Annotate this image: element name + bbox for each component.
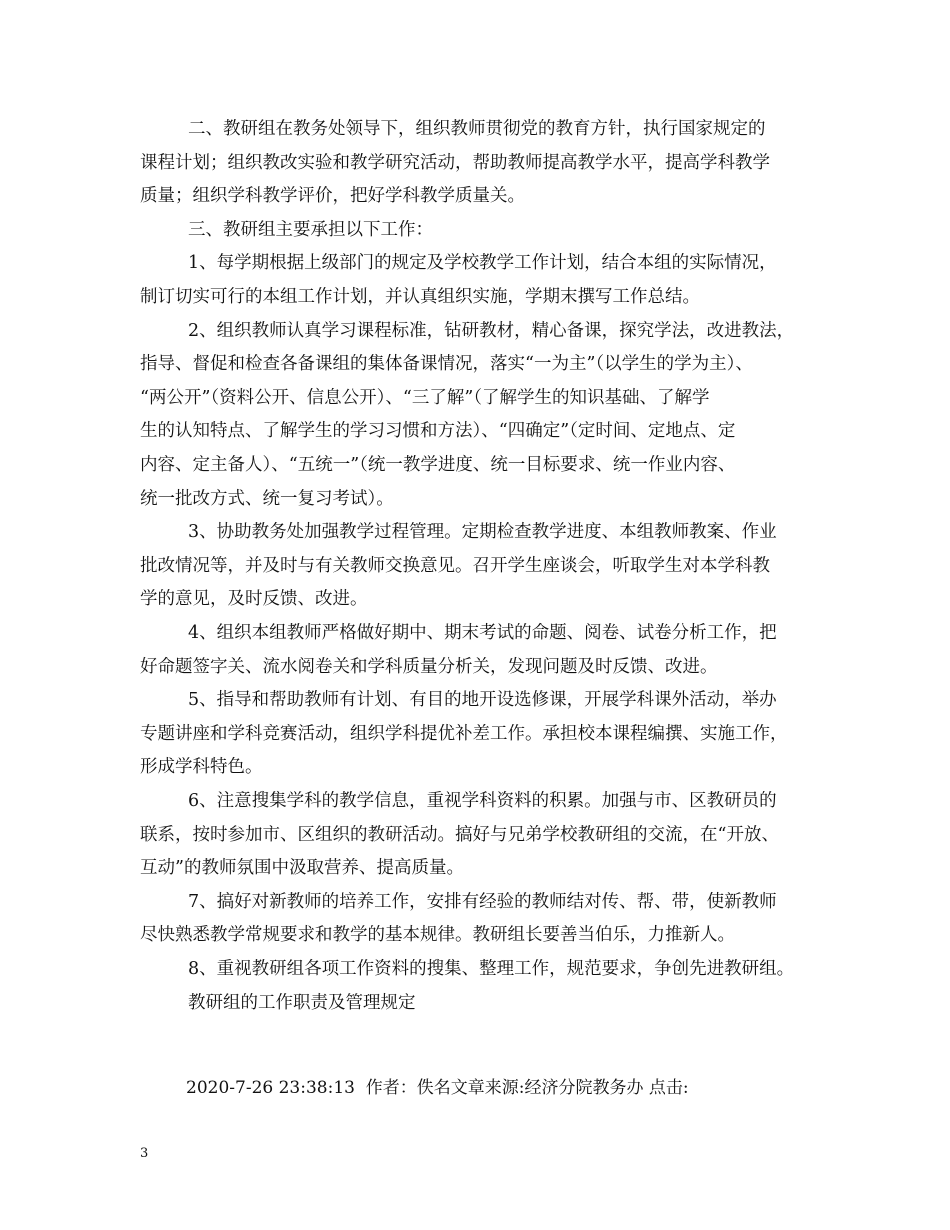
paragraph-line: 专题讲座和学科竞赛活动，组织学科提优补差工作。承担校本课程编撰、实施工作， [140,723,788,744]
paragraph [140,247,830,314]
paragraph-line: 5、指导和帮助教师有计划、有目的地开设选修课，开展学科课外活动，举办 [188,690,777,711]
paragraph [140,617,830,684]
paragraph-line: 好命题签字关、流水阅卷关和学科质量分析关，发现问题及时反馈、改进。 [140,656,718,677]
paragraph [140,886,830,953]
paragraph-line: 形成学科特色。 [140,757,263,778]
paragraph-line: 4、组织本组教师严格做好期中、期末考试的命题、阅卷、试卷分析工作，把 [188,623,777,643]
paragraph-line: 联系，按时参加市、区组织的教研活动。搞好与兄弟学校教研组的交流，在“开放、 [140,824,779,845]
page-number: 3 [140,1146,149,1161]
paragraph-line: 内容、定主备人）、“五统一”（统一教学进度、统一目标要求、统一作业内容、 [140,454,736,475]
article-meta-line: 2020-7-26 23:38:13 作者：佚名文章来源:经济分院教务办 点击: [186,1078,689,1098]
paragraph [140,113,830,214]
paragraph [140,684,830,785]
paragraph-line: 质量；组织学科教学评价，把好学科教学质量关。 [140,186,525,207]
paragraph [140,987,830,1021]
paragraph [140,953,830,987]
paragraph [140,214,830,248]
paragraph-line: 6、注意搜集学科的教学信息，重视学科资料的积累。加强与市、区教研员的 [188,791,777,811]
paragraph [140,785,830,886]
paragraph-line: 1、每学期根据上级部门的规定及学校教学工作计划，结合本组的实际情况， [188,253,777,274]
paragraph-line: 三、教研组主要承担以下工作： [188,219,433,240]
paragraph-line: 制订切实可行的本组工作计划，并认真组织实施，学期末撰写工作总结。 [140,286,700,307]
paragraph-line: 互动”的教师氛围中汲取营养、提高质量。 [140,858,464,879]
paragraph [140,516,830,617]
paragraph-line: 二、教研组在教务处领导下，组织教师贯彻党的教育方针，执行国家规定的 [188,119,766,139]
paragraph-line: 2、组织教师认真学习课程标准，钻研教材，精心备课，探究学法，改进教法， [188,320,795,341]
paragraph-line: 统一批改方式、统一复习考试）。 [140,488,394,509]
paragraph-line: 批改情况等，并及时与有关教师交换意见。召开学生座谈会，听取学生对本学科教 [140,555,770,576]
paragraph-line: 生的认知特点、了解学生的学习习惯和方法）、“四确定”（定时间、定地点、定 [140,421,736,442]
paragraph-line: 7、搞好对新教师的培养工作，安排有经验的教师结对传、帮、带，使新教师 [188,891,777,912]
paragraph-line: 教研组的工作职责及管理规定 [188,992,416,1013]
paragraph-line: 课程计划；组织教改实验和教学研究活动，帮助教师提高教学水平，提高学科教学 [140,152,770,173]
paragraph-line: 3、协助教务处加强教学过程管理。定期检查教学进度、本组教师教案、作业 [188,522,777,543]
paragraph-line: 指导、督促和检查各备课组的集体备课情况，落实“一为主”（以学生的学为主）、 [140,354,753,375]
paragraph-line: 学的意见，及时反馈、改进。 [140,589,368,610]
paragraph-line: “两公开”（资料公开、信息公开）、“三了解”（了解学生的知识基础、了解学 [140,387,710,408]
paragraph-line: 尽快熟悉教学常规要求和教学的基本规律。教研组长要善当伯乐，力推新人。 [140,925,735,946]
paragraph [140,315,830,517]
paragraph-line: 8、重视教研组各项工作资料的搜集、整理工作，规范要求，争创先进教研组。 [188,959,795,979]
